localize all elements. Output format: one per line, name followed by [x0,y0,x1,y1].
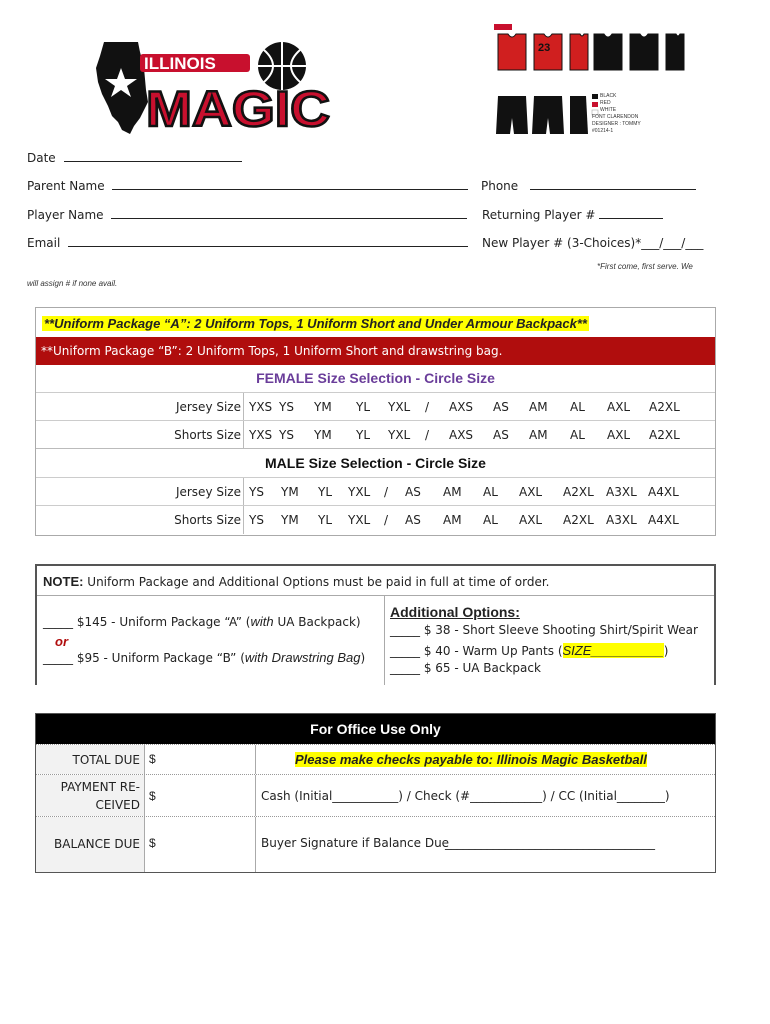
size-option[interactable]: AXL [519,513,543,527]
total-due-label: TOTAL DUE [72,753,140,767]
option-package-a[interactable] [43,614,361,629]
size-option[interactable]: AXL [519,485,543,499]
size-option: / [384,513,389,527]
size-option[interactable]: AL [483,513,498,527]
size-option[interactable]: YS [249,485,264,499]
warm-up-prefix: _____ $ 40 - Warm Up Pants ( [390,644,563,658]
female-size-title: FEMALE Size Selection - Circle Size [256,370,495,386]
size-option[interactable]: YS [279,400,294,414]
size-option[interactable]: AL [570,400,585,414]
warm-up-size-field[interactable]: SIZE__________ [562,643,664,658]
payment-note [43,574,550,589]
warm-up-suffix: ) [663,644,669,658]
size-option[interactable]: AS [493,428,509,442]
legend-id: #01214-1 [592,128,614,134]
size-option[interactable]: A3XL [606,485,637,499]
option-a-suffix: UA Backpack) [273,615,361,629]
size-option[interactable]: A2XL [649,428,680,442]
size-option[interactable]: AL [570,428,585,442]
size-option[interactable]: AS [405,513,421,527]
new-player-number-label: New Player # (3-Choices)*___/___/___ [482,236,704,250]
size-option[interactable]: AM [443,485,462,499]
phone-field[interactable] [481,179,696,193]
or-label: or [55,634,68,649]
payment-method-line[interactable]: Cash (Initial___________) / Check (#____________) / CC (Initial________) [261,789,670,803]
size-option[interactable]: AM [443,513,462,527]
size-option[interactable]: YL [356,400,371,414]
option-b-prefix: _____ $95 - Uniform Package “B” ( [43,651,245,665]
female-jersey-label: Jersey Size [175,400,241,414]
option-b-italic: with Drawstring Bag [244,650,361,665]
legend-font: FONT CLARENDON [592,114,639,120]
size-option[interactable]: A3XL [606,513,637,527]
checks-payable-note: Please make checks payable to: Illinois Magic Basketball [295,752,647,767]
parent-name-field[interactable] [27,179,468,193]
option-package-b[interactable] [43,650,365,665]
option-a-prefix: _____ $145 - Uniform Package “A” ( [43,615,251,629]
size-option[interactable]: YS [279,428,294,442]
female-jersey-row [36,392,715,420]
male-shorts-row [36,505,715,533]
total-due-row [36,744,715,774]
female-shorts-label: Shorts Size [174,428,241,442]
size-option[interactable]: YM [314,400,332,414]
payment-received-row [36,774,715,816]
assign-number-note: will assign # if none avail. [27,279,118,288]
phone-label: Phone [481,179,519,193]
size-option[interactable]: AXS [449,428,474,442]
size-option[interactable]: A2XL [649,400,680,414]
size-option[interactable]: YXL [348,485,371,499]
size-option[interactable]: A4XL [648,513,679,527]
payment-received-label [36,778,144,814]
uniform-package-section [35,307,716,536]
uniform-design-illustration [490,22,690,142]
female-shorts-row [36,420,715,448]
email-label: Email [27,236,61,250]
payment-received-label-2: CEIVED [95,798,140,812]
player-name-field[interactable] [27,208,467,222]
balance-due-amount[interactable]: $ [149,836,156,850]
payment-received-amount[interactable]: $ [149,789,156,803]
size-option[interactable]: YM [281,513,299,527]
total-due-amount[interactable]: $ [149,752,156,766]
balance-due-label: BALANCE DUE [54,837,140,851]
svg-text:MAGIC: MAGIC [146,81,330,137]
option-warm-up-pants[interactable] [390,643,668,658]
legend-white: WHITE [600,107,617,113]
buyer-signature-line[interactable]: ___________________________________ [445,836,655,850]
office-use-title: For Office Use Only [36,714,715,744]
size-option[interactable]: AM [529,400,548,414]
note-text: Uniform Package and Additional Options must be paid in full at time of order. [87,575,550,589]
size-option[interactable]: AS [493,400,509,414]
option-shooting-shirt[interactable]: _____ $ 38 - Short Sleeve Shooting Shirt/Spirit Wear [390,623,698,637]
size-option[interactable]: AL [483,485,498,499]
player-name-label: Player Name [27,208,104,222]
size-option[interactable]: YS [249,513,264,527]
size-option[interactable]: YL [318,485,333,499]
first-come-note: *First come, first serve. We [597,262,693,271]
package-b-description: **Uniform Package “B”: 2 Uniform Tops, 1 Uniform Short and drawstring bag. [36,337,715,365]
returning-player-field[interactable] [482,208,663,222]
payment-options-section [35,564,716,685]
size-option[interactable]: A4XL [648,485,679,499]
size-option[interactable]: YXL [388,400,411,414]
package-a-description: **Uniform Package “A”: 2 Uniform Tops, 1 Uniform Short and Under Armour Backpack** [44,316,587,331]
size-option[interactable]: AM [529,428,548,442]
size-option: / [425,400,430,414]
note-label: NOTE: [43,574,84,589]
option-ua-backpack[interactable]: _____ $ 65 - UA Backpack [390,661,541,675]
additional-options-title: Additional Options: [390,604,520,620]
legend-black: BLACK [600,93,617,99]
legend-designer: DESIGNER : TOMMY [592,121,641,127]
svg-text:ILLINOIS: ILLINOIS [144,54,216,73]
buyer-signature-label: Buyer Signature if Balance Due [261,836,450,850]
male-shorts-label: Shorts Size [174,513,241,527]
size-option[interactable]: YL [356,428,371,442]
size-option[interactable]: AS [405,485,421,499]
option-a-italic: with [250,614,274,629]
size-option: / [384,485,389,499]
legend-red: RED [600,100,611,106]
size-option[interactable]: YXL [388,428,411,442]
male-size-title: MALE Size Selection - Circle Size [265,455,486,471]
jersey-number: 23 [538,42,551,54]
balance-due-row [36,816,715,872]
email-field[interactable] [27,236,468,250]
size-option[interactable]: AXL [607,400,631,414]
parent-name-label: Parent Name [27,179,105,193]
date-label: Date [27,151,56,165]
size-option[interactable]: AXS [449,400,474,414]
male-jersey-row [36,477,715,505]
male-jersey-label: Jersey Size [175,485,241,499]
new-player-number-field[interactable] [482,236,703,250]
size-option[interactable]: YM [314,428,332,442]
date-field[interactable] [27,151,242,165]
size-option[interactable]: A2XL [563,513,594,527]
option-b-suffix: ) [360,651,366,665]
office-use-section [35,713,716,873]
size-option[interactable]: YXS [249,428,273,442]
size-option[interactable]: YM [281,485,299,499]
size-option[interactable]: YXL [348,513,371,527]
size-option[interactable]: AXL [607,428,631,442]
size-option[interactable]: YXS [249,400,273,414]
returning-player-label: Returning Player # [482,208,596,222]
size-option[interactable]: A2XL [563,485,594,499]
illinois-magic-logo [86,38,336,138]
size-option[interactable]: YL [318,513,333,527]
payment-received-label-1: PAYMENT RE- [60,780,140,794]
uniform-legend [592,93,641,135]
size-option: / [425,428,430,442]
